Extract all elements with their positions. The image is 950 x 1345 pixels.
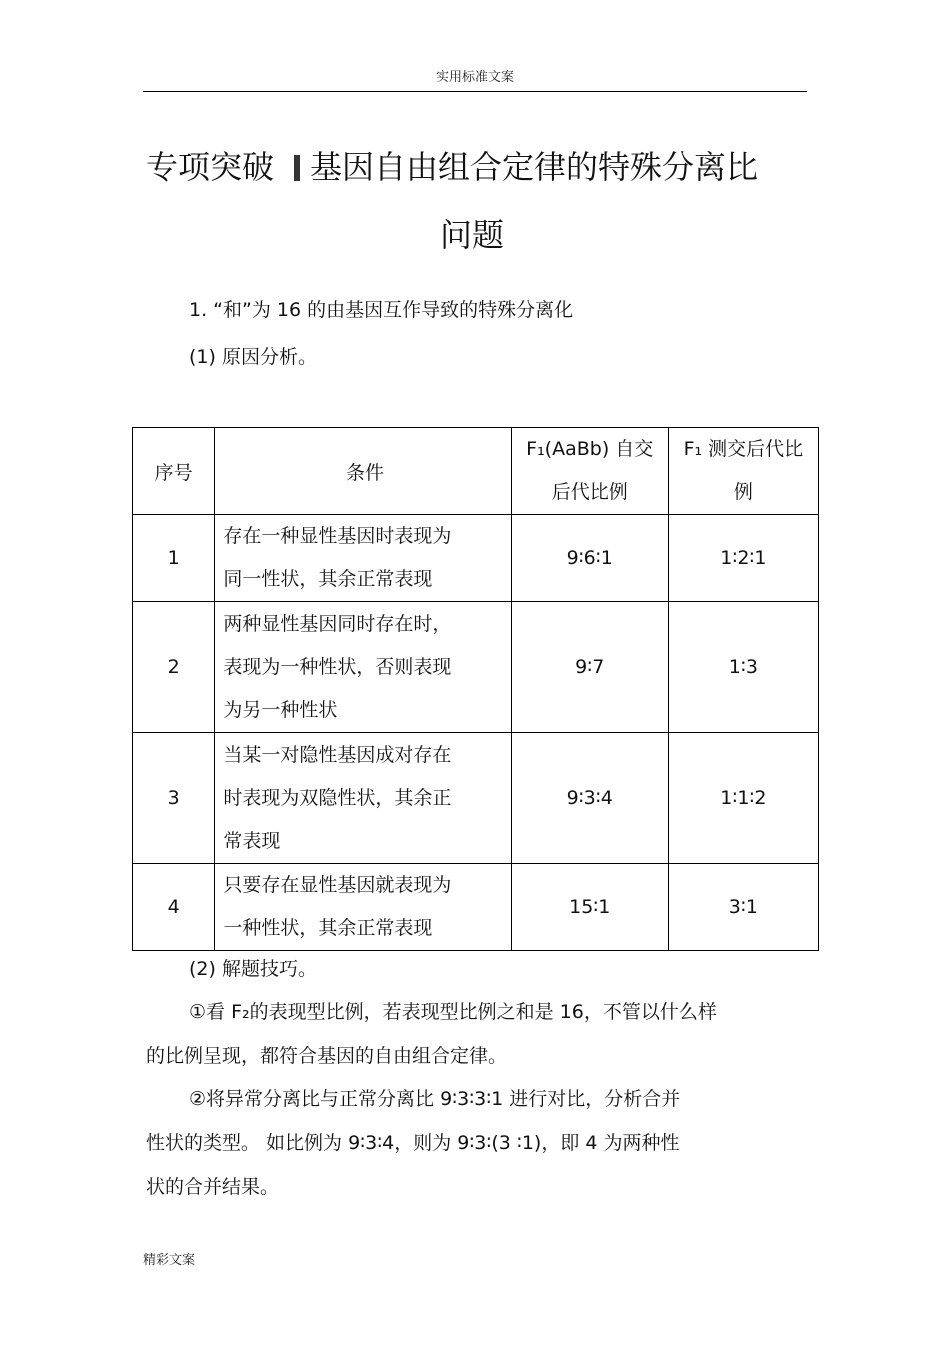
row-condition <box>215 515 511 602</box>
row-condition <box>215 733 511 864</box>
row-number: 1 <box>133 515 215 602</box>
table-header-cell <box>511 428 668 515</box>
row-condition-text: 存在一种显性基因时表现为 同一性状，其余正常表现 <box>223 525 452 590</box>
row-testcross-ratio: 1∶1∶2 <box>668 733 818 864</box>
row-condition-text: 两种显性基因同时存在时， 表现为一种性状，否则表现 为另一种性状 <box>223 612 452 721</box>
row-condition-text: 当某一对隐性基因成对存在 时表现为双隐性状，其余正 常表现 <box>223 743 452 852</box>
row-condition <box>215 602 511 733</box>
row-selfcross-ratio: 9∶6∶1 <box>511 515 668 602</box>
table-header-cell: 序号 <box>133 428 215 515</box>
title-part1: 专项突破 <box>146 148 275 186</box>
row-testcross-ratio: 3∶1 <box>668 864 818 951</box>
table-header-row <box>133 428 819 515</box>
table-row <box>133 864 819 951</box>
row-selfcross-ratio: 15∶1 <box>511 864 668 951</box>
tip2-line2: 性状的类型。 如比例为 9∶3∶4，则为 9∶3∶(3 ∶1)，即 4 为两种性 <box>146 1132 680 1154</box>
header-rule <box>143 91 807 92</box>
table-row <box>133 602 819 733</box>
tip2-line3: 状的合并结果。 <box>146 1176 280 1198</box>
row-number: 4 <box>133 864 215 951</box>
row-selfcross-ratio: 9∶7 <box>511 602 668 733</box>
section1-sub1: (1) 原因分析。 <box>189 346 317 368</box>
title-part2: 基因自由组合定律的特殊分离比 <box>310 148 759 186</box>
title-bar-mark <box>294 155 300 181</box>
row-testcross-ratio: 1∶3 <box>668 602 818 733</box>
tip2-line1: ②将异常分离比与正常分离比 9∶3∶3∶1 进行对比，分析合并 <box>189 1088 681 1110</box>
page-title-line1 <box>146 142 806 188</box>
tip1-line1: ①看 F₂的表现型比例，若表现型比例之和是 16，不管以什么样 <box>189 1001 717 1023</box>
tip1-line2: 的比例呈现，都符合基因的自由组合定律。 <box>146 1045 508 1067</box>
page-footer: 精彩文案 <box>143 1253 196 1268</box>
row-testcross-ratio: 1∶2∶1 <box>668 515 818 602</box>
row-selfcross-ratio: 9∶3∶4 <box>511 733 668 864</box>
section1-heading: 1. “和”为 16 的由基因互作导致的特殊分离化 <box>189 299 574 321</box>
row-number: 2 <box>133 602 215 733</box>
page-header: 实用标准文案 <box>435 70 514 85</box>
table-header-cell <box>668 428 818 515</box>
table-row <box>133 515 819 602</box>
table-header-cell: 条件 <box>215 428 511 515</box>
section2-sub2: (2) 解题技巧。 <box>189 958 317 980</box>
header-selfcross-text: F₁(AaBb) 自交 后代比例 <box>526 438 654 503</box>
header-testcross-text: F₁ 测交后代比 例 <box>683 438 804 503</box>
ratio-table <box>132 427 819 951</box>
row-condition <box>215 864 511 951</box>
row-condition-text: 只要存在显性基因就表现为 一种性状，其余正常表现 <box>223 874 452 939</box>
row-number: 3 <box>133 733 215 864</box>
page-title-line2: 问题 <box>439 216 504 254</box>
table-row <box>133 733 819 864</box>
